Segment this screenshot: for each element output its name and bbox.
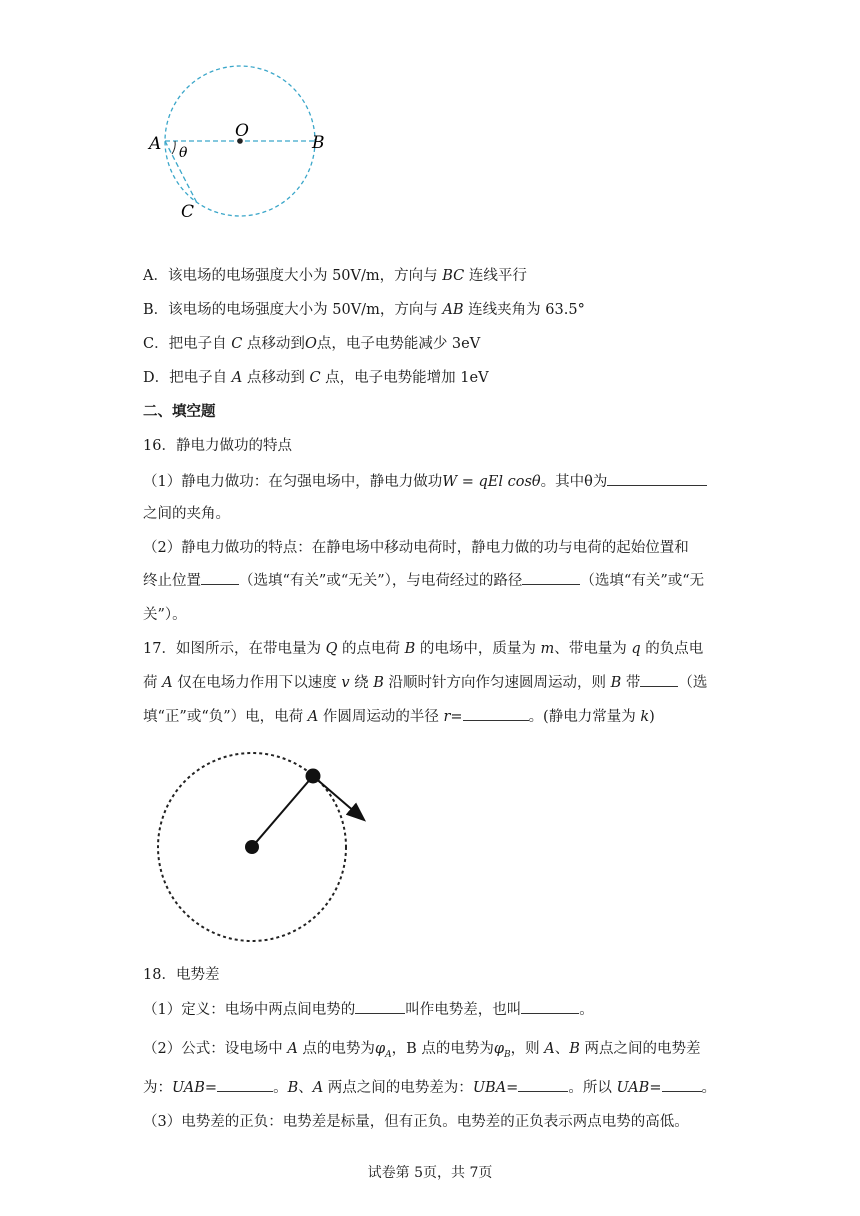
option-a: A．该电场的电场强度大小为 50V/m，方向与 BC 连线平行 — [143, 268, 527, 284]
option-c: C．把电子自 C 点移动到O点，电子电势能减少 3eV — [143, 336, 481, 352]
q16-p2-line1: （2）静电力做功的特点：在静电场中移动电荷时，静电力做的功与电荷的起始位置和 — [143, 540, 689, 556]
circle-diagram-figure — [140, 10, 340, 230]
q18-title: 18．电势差 — [143, 967, 220, 983]
page-footer: 试卷第 5页，共 7页 — [367, 1165, 493, 1181]
q16-title: 16．静电力做功的特点 — [143, 438, 292, 454]
blank-18-5[interactable] — [662, 1077, 702, 1092]
q17-line2: 荷 A 仅在电场力作用下以速度 v 绕 B 沿顺时针方向作匀速圆周运动，则 B 带 （选 — [143, 671, 707, 692]
option-d: D．把电子自 A 点移动到 C 点，电子电势能增加 1eV — [143, 370, 489, 386]
blank-16-3[interactable] — [522, 570, 580, 585]
q18-p3: 为：UAB= 。B、A 两点之间的电势差为：UBA= 。所以 UAB= 。 — [143, 1076, 716, 1097]
label-b: B — [312, 133, 325, 153]
angle-arc-theta — [172, 141, 175, 154]
label-o: O — [235, 121, 249, 141]
blank-17-2[interactable] — [463, 706, 529, 721]
label-c: C — [181, 202, 195, 222]
blank-17-1[interactable] — [640, 672, 678, 687]
q16-p1: （1）静电力做功：在匀强电场中，静电力做功W = qEl cosθ。其中θ为 — [143, 470, 707, 491]
q16-p2-line3: 关”）。 — [143, 607, 187, 623]
q18-p1: （1）定义：电场中两点间电势的 叫作电势差，也叫 。 — [143, 998, 594, 1019]
radius-line — [252, 776, 313, 847]
label-a: A — [149, 134, 162, 154]
charge-a-dot — [306, 769, 321, 784]
q17-line1: 17．如图所示，在带电量为 Q 的点电荷 B 的电场中，质量为 m、带电量为 q 的负点电 — [143, 641, 704, 657]
q18-p4: （3）电势差的正负：电势差是标量，但有正负。电势差的正负表示两点电势的高低。 — [143, 1114, 689, 1130]
option-b: B．该电场的电场强度大小为 50V/m，方向与 AB 连线夹角为 63.5° — [143, 302, 585, 318]
charge-b-dot — [245, 840, 259, 854]
q18-p2: （2）公式：设电场中 A 点的电势为$\varphi_A$，B 点的电势为$\varphi_B$，则 A、B 两点之间的电势差 — [143, 1041, 701, 1060]
q16-p2-line2: 终止位置 （选填“有关”或“无关”），与电荷经过的路径 （选填“有关”或“无 — [143, 569, 704, 590]
q17-line3: 填“正”或“负”）电，电荷 A 作圆周运动的半径 r= 。(静电力常量为 k) — [143, 705, 655, 726]
section-title-fill-in: 二、填空题 — [143, 403, 216, 420]
q16-p1-line2: 之间的夹角。 — [143, 506, 230, 522]
blank-18-3[interactable] — [217, 1077, 273, 1092]
blank-18-4[interactable] — [518, 1077, 568, 1092]
label-theta: θ — [179, 145, 188, 161]
blank-16-2[interactable] — [201, 570, 239, 585]
orbit-diagram-figure — [150, 752, 380, 952]
work-formula: W = qEl cosθ — [442, 474, 541, 490]
blank-18-2[interactable] — [521, 999, 579, 1014]
velocity-arrow — [313, 776, 363, 819]
blank-16-1[interactable] — [607, 471, 707, 486]
blank-18-1[interactable] — [355, 999, 405, 1014]
